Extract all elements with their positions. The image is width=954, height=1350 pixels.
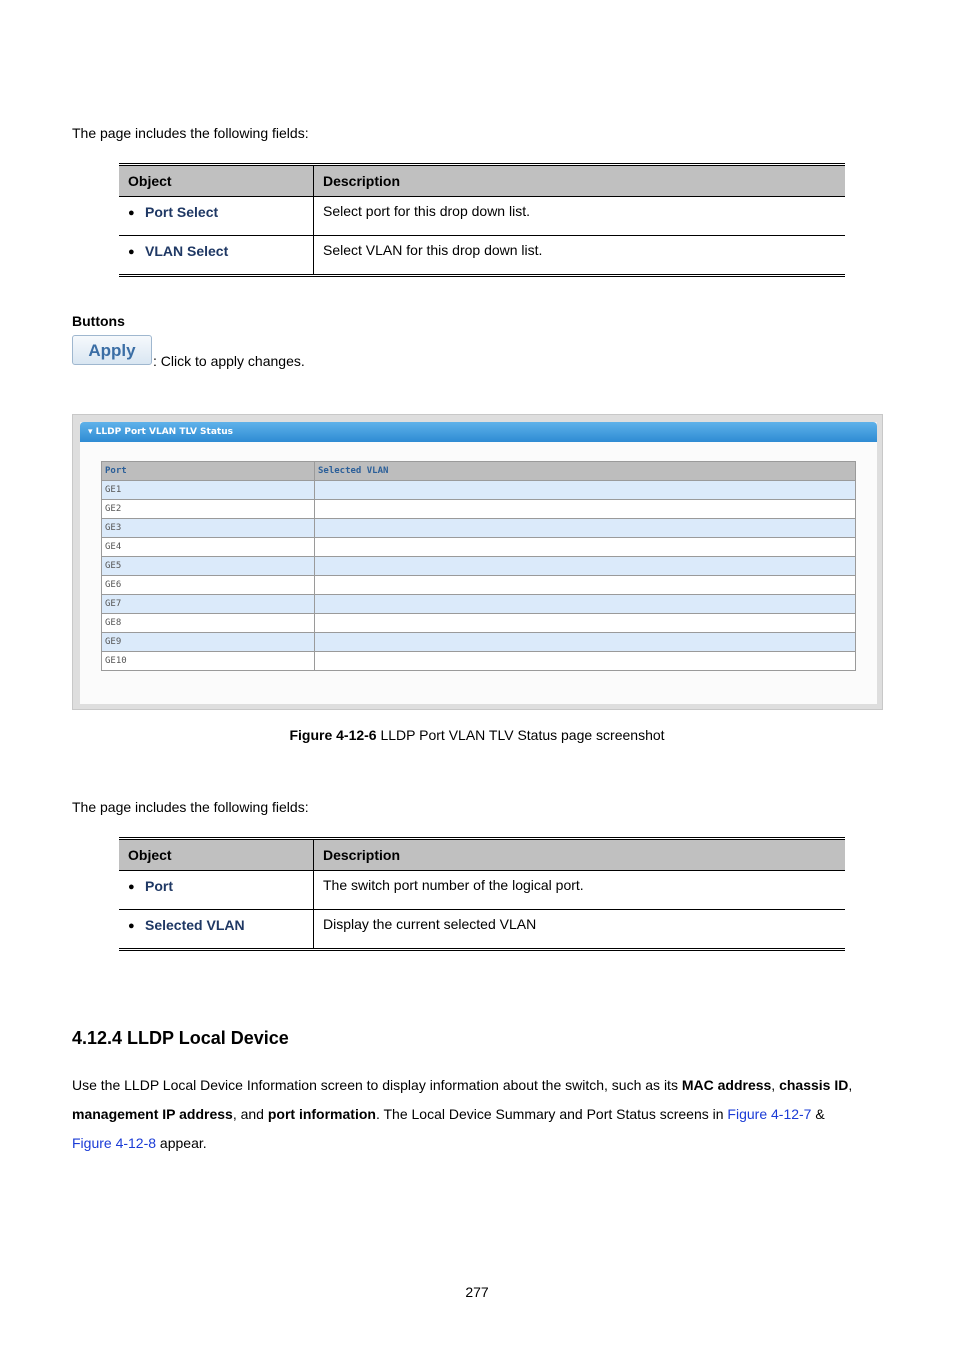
port-vlan-status-table [101, 461, 856, 671]
table-row [102, 557, 856, 576]
table-row [119, 197, 845, 236]
collapse-arrow-icon[interactable]: ▾ [88, 427, 93, 437]
vlan-cell [315, 652, 856, 671]
bullet-icon: ● [128, 920, 135, 932]
section-heading: 4.12.4 LLDP Local Device [72, 1028, 289, 1048]
port-cell: GE5 [102, 557, 315, 576]
column-header-object: Object [119, 165, 314, 197]
body-text-segment: . The Local Device Summary and Port Status screens in [375, 1106, 728, 1122]
vlan-cell [315, 519, 856, 538]
body-text-segment: Use the LLDP Local Device Information screen to display information about the switch, such as its [72, 1077, 682, 1093]
bullet-icon: ● [128, 246, 135, 258]
section-body [72, 1071, 884, 1158]
port-cell: GE4 [102, 538, 315, 557]
figure-label: Figure 4-12-6 [289, 727, 377, 743]
table-row [119, 236, 845, 276]
table-row [102, 595, 856, 614]
field-description: Select port for this drop down list. [314, 197, 846, 236]
intro-text-2: The page includes the following fields: [72, 799, 309, 815]
field-name: Selected VLAN [145, 917, 245, 933]
field-name: VLAN Select [145, 243, 229, 259]
bold-term: port information [267, 1106, 376, 1122]
table-row [102, 481, 856, 500]
figure-link-4-12-7[interactable]: Figure 4-12-7 [727, 1106, 812, 1122]
port-cell: GE2 [102, 500, 315, 519]
port-cell: GE8 [102, 614, 315, 633]
vlan-cell [315, 595, 856, 614]
table-row [102, 538, 856, 557]
vlan-cell [315, 500, 856, 519]
screenshot-panel [72, 414, 883, 710]
fields-table-1 [119, 163, 845, 277]
field-description: Select VLAN for this drop down list. [323, 242, 543, 258]
panel-title-bar [80, 422, 877, 442]
port-cell: GE9 [102, 633, 315, 652]
apply-button-description: : Click to apply changes. [153, 353, 305, 369]
port-cell: GE6 [102, 576, 315, 595]
figure-link-4-12-8[interactable]: Figure 4-12-8 [72, 1135, 157, 1151]
port-cell: GE10 [102, 652, 315, 671]
table-row [119, 910, 845, 950]
field-name: Port [145, 878, 173, 894]
field-description: The switch port number of the logical port. [314, 871, 846, 910]
bullet-icon: ● [128, 881, 135, 893]
vlan-cell [315, 576, 856, 595]
table-row [102, 576, 856, 595]
body-text-segment: , [771, 1077, 780, 1093]
figure-caption [0, 727, 954, 743]
vlan-cell [315, 481, 856, 500]
vlan-cell [315, 557, 856, 576]
bold-term: chassis ID [779, 1077, 849, 1093]
column-header-selected-vlan: Selected VLAN [315, 462, 856, 481]
column-header-description: Description [314, 165, 846, 197]
vlan-cell [315, 538, 856, 557]
bullet-icon: ● [128, 207, 135, 219]
page-number: 277 [465, 1284, 489, 1300]
panel-title: LLDP Port VLAN TLV Status [95, 427, 233, 437]
fields-table-2 [119, 837, 845, 951]
table-row [102, 652, 856, 671]
bold-term: management IP address [72, 1106, 233, 1122]
column-header-description: Description [314, 839, 846, 871]
table-row [102, 633, 856, 652]
field-name: Port Select [145, 204, 219, 220]
field-description: Display the current selected VLAN [323, 916, 537, 932]
body-text-segment: , [848, 1077, 853, 1093]
vlan-cell [315, 614, 856, 633]
vlan-cell [315, 633, 856, 652]
intro-text-1: The page includes the following fields: [72, 125, 309, 141]
table-row [102, 614, 856, 633]
column-header-object: Object [119, 839, 314, 871]
bold-term: MAC address [681, 1077, 772, 1093]
port-cell: GE3 [102, 519, 315, 538]
body-text-segment: appear. [156, 1135, 207, 1151]
figure-caption-text: LLDP Port VLAN TLV Status page screenshot [376, 727, 665, 743]
column-header-port: Port [102, 462, 315, 481]
table-row [119, 871, 845, 910]
body-text-segment: , and [232, 1106, 268, 1122]
buttons-heading: Buttons [72, 313, 125, 329]
table-row [102, 519, 856, 538]
port-cell: GE1 [102, 481, 315, 500]
apply-button[interactable]: Apply [72, 335, 152, 365]
body-text-segment: & [811, 1106, 825, 1122]
port-cell: GE7 [102, 595, 315, 614]
table-row [102, 500, 856, 519]
